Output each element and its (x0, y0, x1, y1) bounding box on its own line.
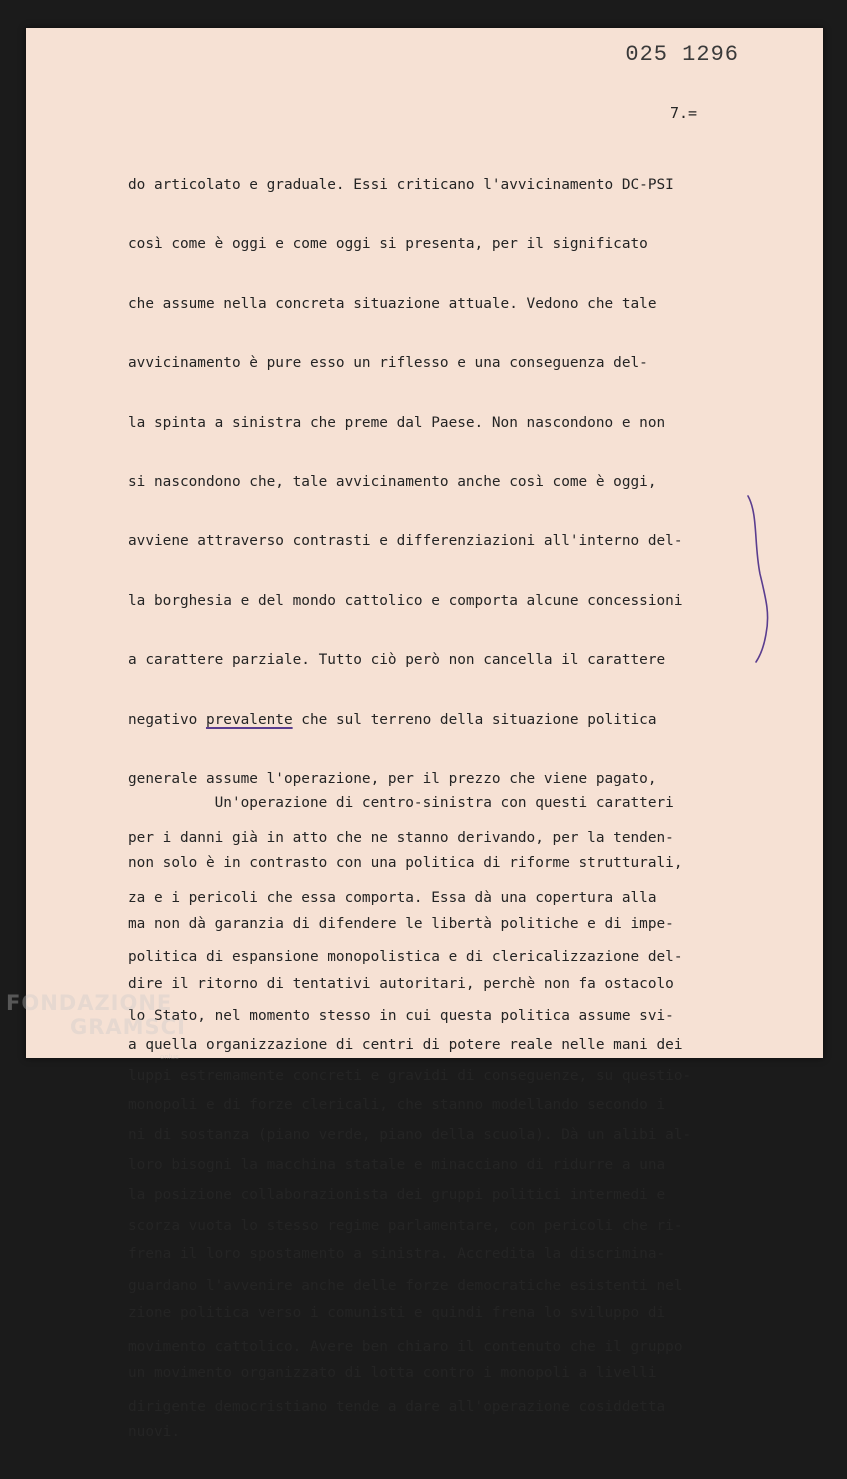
archive-number: 025 1296 (625, 42, 739, 67)
watermark-text: onlus (160, 1053, 179, 1061)
text-line: che assume nella concreta situazione attuale. Vedono che tale (128, 295, 657, 312)
text-line: nuovi. (128, 1424, 180, 1441)
text-line: ni di sostanza (piano verde, piano della scuola). Dà un alibi al- (128, 1127, 692, 1144)
text-line: zione politica verso i comunisti e quindi frena lo sviluppo di (128, 1305, 666, 1322)
text-line: loro bisogni la macchina statale e minacciano di ridurre a una (128, 1157, 666, 1174)
text-line: avviene attraverso contrasti e differenziazioni all'interno del- (128, 533, 683, 550)
document-page (26, 28, 823, 1441)
text-line: politica di espansione monopolistica e di clericalizzazione del- (128, 949, 683, 966)
text-line: non solo è in contrasto con una politica di riforme strutturali, (128, 855, 683, 872)
text-line: Un'operazione di centro-sinistra con questi caratteri (128, 795, 674, 811)
text-line: la posizione collaborazionista dei gruppi politici intermedi e (128, 1186, 666, 1203)
text-line: un movimento organizzato di lotta contro i monopoli a livelli (128, 1364, 657, 1381)
text-line: dire il ritorno di tentativi autoritari, perchè non fa ostacolo (128, 976, 674, 993)
text-line: lo Stato, nel momento stesso in cui questa politica assume svi- (128, 1008, 674, 1025)
text-line: movimento cattolico. Avere ben chiaro il contenuto che il gruppo (128, 1338, 683, 1355)
text-line: così come è oggi e come oggi si presenta, per il significato (128, 236, 648, 253)
text-line: monopoli e di forze clericali, che stanno modellando secondo i (128, 1096, 666, 1113)
text-line: za e i pericoli che essa comporta. Essa dà una copertura alla (128, 889, 657, 906)
text-line: la spinta a sinistra che preme dal Paese. Non nascondono e non (128, 414, 666, 431)
text-line: do articolato e graduale. Essi criticano l'avvicinamento DC-PSI (128, 177, 674, 193)
text-line: frena il loro spostamento a sinistra. Accredita la discrimina- (128, 1246, 666, 1263)
text-fragment: negativo (128, 711, 206, 728)
text-line: avvicinamento è pure esso un riflesso e una conseguenza del- (128, 355, 648, 372)
text-line: guardano l'avvenire anche delle forze democratiche esistenti nel (128, 1278, 683, 1295)
text-line: generale assume l'operazione, per il prezzo che viene pagato, (128, 770, 657, 787)
fondazione-gramsci-watermark (0, 985, 200, 1080)
margin-bracket-annotation (744, 494, 774, 664)
text-line: a carattere parziale. Tutto ciò però non cancella il carattere (128, 652, 666, 669)
page-number: 7.= (670, 104, 698, 122)
paragraph-2 (128, 757, 683, 1453)
text-line: per i danni già in atto che ne stanno derivando, per la tenden- (128, 830, 674, 847)
text-line: la borghesia e del mondo cattolico e comporta alcune concessioni (128, 592, 683, 609)
text-line: ma non dà garanzia di difendere le libertà politiche e di impe- (128, 915, 674, 932)
text-line-underlined (128, 707, 691, 734)
text-line: dirigente democristiano tende a dare all'operazione cosiddetta (128, 1398, 666, 1415)
watermark-text: FONDAZIONE (6, 991, 173, 1015)
text-line: a quella organizzazione di centri di potere reale nelle mani dei (128, 1036, 683, 1053)
text-fragment: che sul terreno della situazione politica (292, 711, 657, 728)
underlined-word: prevalente (205, 711, 293, 728)
watermark-text: GRAMSCI (70, 1015, 186, 1039)
text-line: luppi estremamente concreti e gravidi di conseguenze, su questio- (128, 1067, 692, 1084)
text-line: scorza vuota lo stesso regime parlamentare, con pericoli che ri- (128, 1217, 683, 1234)
text-line: si nascondono che, tale avvicinamento anche così come è oggi, (128, 473, 657, 490)
